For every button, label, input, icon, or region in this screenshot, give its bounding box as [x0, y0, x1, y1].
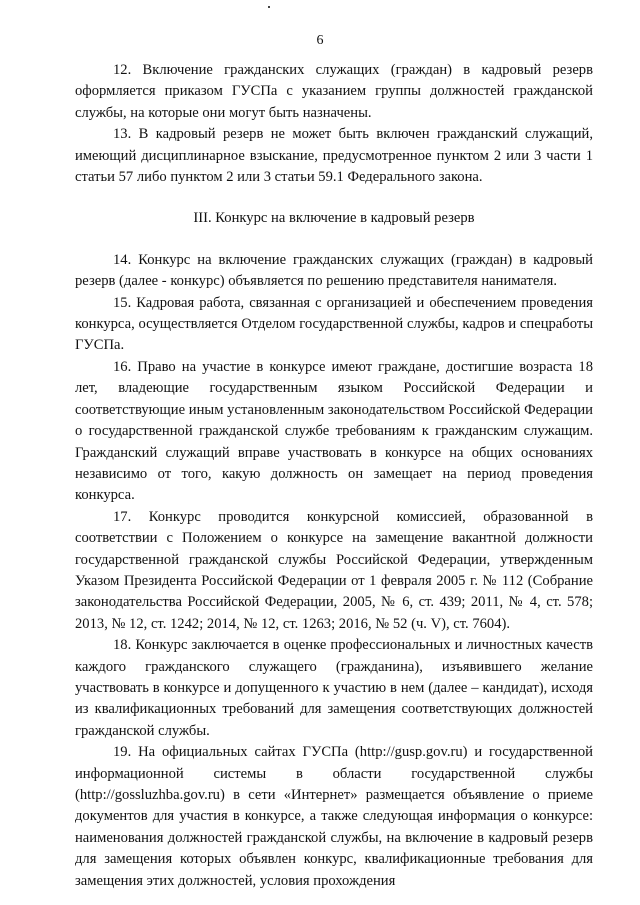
- paragraph-18: 18. Конкурс заключается в оценке профессиональных и личностных качеств каждого гражданского служащего (гражданина), изъявившего желание участвовать в конкурсе и допущенного к участию в нем (далее – кандидат), исходя из квалификационных требований для замещения соответствующих должностей гражданской службы.: [75, 637, 593, 739]
- section-heading: III. Конкурс на включение в кадровый резерв: [193, 210, 475, 227]
- paragraph-14: 14. Конкурс на включение гражданских служащих (граждан) в кадровый резерв (далее - конкурс) объявляется по решению представителя нанимателя.: [75, 251, 593, 290]
- document-body: [75, 60, 593, 892]
- paragraph-12: 12. Включение гражданских служащих (граждан) в кадровый резерв оформляется приказом ГУСПа с указанием группы должностей гражданской службы, на которые они могут быть назначены.: [75, 62, 593, 121]
- paragraph-19: 19. На официальных сайтах ГУСПа (http://gusp.gov.ru) и государственной информационной системы в области государственной службы (http://gossluzhba.gov.ru) в сети «Интернет» размещается объявление о приеме документов для участия в конкурсе, а также следующая информация о конкурсе: наименования должностей гражданской службы, на включение в кадровый резерв для замещения которых объявлен конкурс, квалификационные требования для замещения этих должностей, условия прохождения: [75, 744, 593, 889]
- scan-mark: [268, 6, 270, 8]
- paragraph-13: 13. В кадровый резерв не может быть включен гражданский служащий, имеющий дисциплинарное взыскание, предусмотренное пунктом 2 или 3 части 1 статьи 57 либо пунктом 2 или 3 статьи 59.1 Федерального закона.: [75, 126, 593, 186]
- paragraph-15: 15. Кадровая работа, связанная с организацией и обеспечением проведения конкурса, осуществляется Отделом государственной службы, кадров и спецработы ГУСПа.: [75, 294, 593, 354]
- paragraph-16: 16. Право на участие в конкурсе имеют граждане, достигшие возраста 18 лет, владеющие государственным языком Российской Федерации и соответствующие иным установленным законодательством Российской Федерации о государственной гражданской службе требованиям к гражданским служащим. Гражданский служащий вправе участвовать в конкурсе на общих основаниях независимо от того, какую должность он замещает на период проведения конкурса.: [75, 358, 593, 504]
- paragraph-17: 17. Конкурс проводится конкурсной комиссией, образованной в соответствии с Положением о конкурсе на замещение вакантной должности государственной гражданской службы Российской Федерации, утвержденным Указом Президента Российской Федерации от 1 февраля 2005 г. № 112 (Собрание законодательства Российской Федерации, 2005, № 6, ст. 439; 2011, № 4, ст. 578; 2013, № 12, ст. 1242; 2014, № 12, ст. 1263; 2016, № 52 (ч. V), ст. 7604).: [75, 508, 593, 632]
- page-number: 6: [316, 33, 324, 48]
